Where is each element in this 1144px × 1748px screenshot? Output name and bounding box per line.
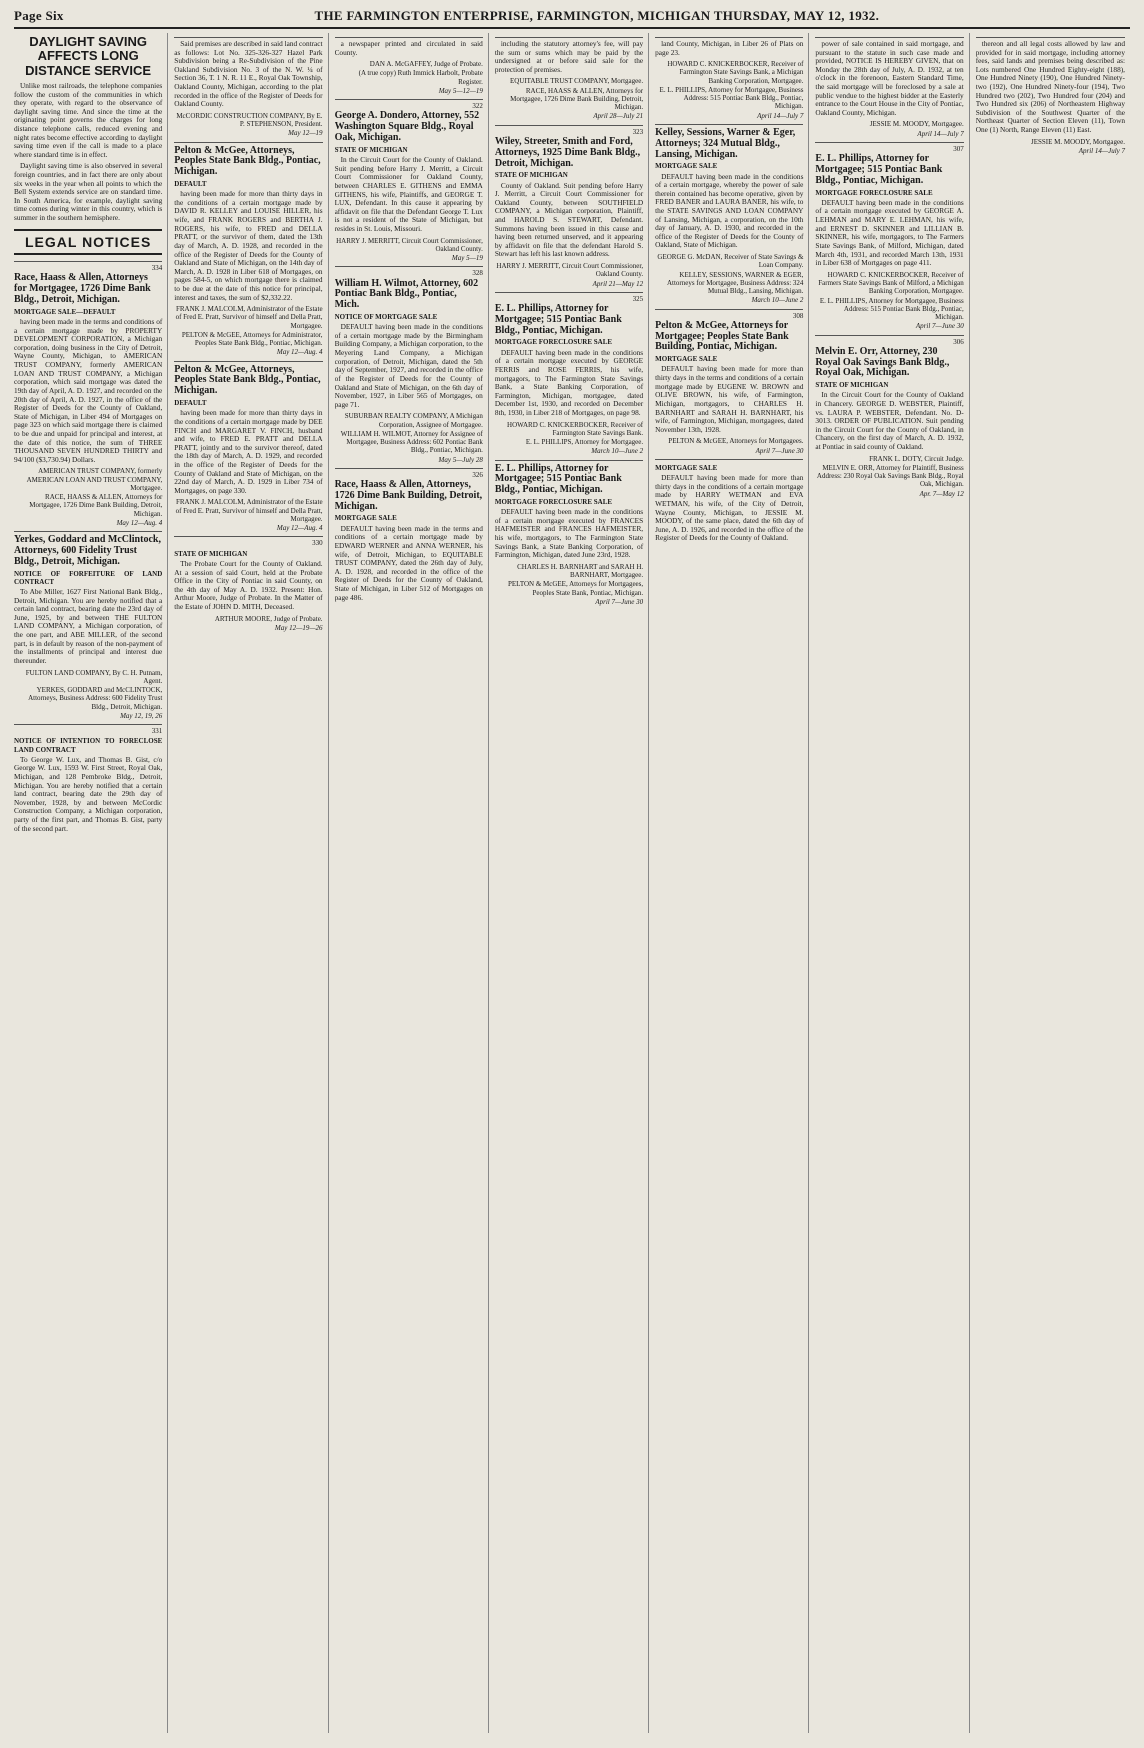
column-7 [976,33,1130,1733]
notice-body: DEFAULT having been made in the conditions of a certain mortgage, whereby the power of sale therein contained has become operative, given by FRED BANER and LAURA BANER, his wife, to the STATE SAVINGS AND LOAN COMPANY of Lansing, Michigan, a corporation, on the 10th day of January, A. D. 1930, and recorded in the office of the Register of Deeds for the County of Oakland, State of Michigan. [655,171,804,250]
notice-dates: April 14—July 7 [757,111,804,120]
notice-signature: JESSIE M. MOODY, Mortgagee. [869,120,964,129]
notice-body: including the statutory attorney's fee, will pay the sum or sums which may be paid by the undersigned at or before said sale for the protection of premises. [494,39,644,74]
notice-number: 322 [472,102,483,111]
notice-heading: MORTGAGE SALE [655,463,718,472]
legal-notice [495,125,643,288]
notice-dates: April 7—June 30 [755,446,804,455]
notice-signature: DAN A. McGAFFEY, Judge of Probate. [369,60,483,69]
notice-signature: PELTON & McGEE, Attorneys for Administrator, Peoples State Bank Bldg., Pontiac, Michigan. [181,330,323,348]
notice-firm: Pelton & McGee, Attorneys, Peoples State Bank Bldg., Pontiac, Michigan. [174,144,321,178]
notice-signature: EQUITABLE TRUST COMPANY, Mortgagee. [509,77,644,86]
notice-signature: MELVIN E. ORR, Attorney for Plaintiff, Business Address: 230 Royal Oak Savings Bank Bldg., Royal Oak, Michigan. [816,463,964,489]
notice-body: having been made for more than thirty days in the conditions of a certain mortgage made by DAVID R. KELLEY and LOUISE HILLER, his wife, and FRANK ROGERS and BERTHA J. ROGERS, his wife, to FRED and DELLA PRATT, or the survivor of them, dated the 13th day of March, A. D. 1928, and recorded in the office of the Register of Deeds for the County of Oakland and State of Michigan, on the 14th day of March, A. D. 1928 in Liber 618 of Mortgages, on pages 584-5, on which mortgage there is claimed to be due at the date of this notice for principal, interest and taxes, the sum of $2,332.22. [174,189,323,302]
notice-body: To George W. Lux, and Thomas B. Gist, c/o George W. Lux, 1593 W. First Street, Royal Oak, Michigan, and 128 Pembroke Bldg., Detroit, Michigan. You are hereby notified that a certain land contract, bearing date the 29th day of November, 1928, by and between McCordic Construction Company, a Michigan corporation, party of the first part, and Thomas B. Gist, party of the second part. [14,754,163,833]
notice-number: 323 [632,127,644,136]
notice-signature: AMERICAN TRUST COMPANY, formerly AMERICAN LOAN AND TRUST COMPANY, Mortgagee. [26,467,163,492]
notice-signature: FRANK L. DOTY, Circuit Judge. [869,454,964,463]
notice-body: DEFAULT having been made for more than thirty days in the conditions of a certain mortgage made by HARRY WETMAN and EVA WETMAN, his wife, of the City of Detroit, Wayne County, Michigan, to JESSIE M. MOODY, of the same place, dated the 6th day of June, A. D. 1926, and recorded in the office of the Register of Deeds for the County of Oakland. [655,473,804,543]
notice-heading: MORTGAGE FORECLOSURE SALE [494,497,613,506]
notice-signature: PELTON & McGEE, Attorneys for Mortgagees, Peoples State Bank, Pontiac, Michigan. [508,580,644,597]
notice-firm: Kelley, Sessions, Warner & Eger, Attorneys; 324 Mutual Bldg., Lansing, Michigan. [655,126,796,160]
column-4 [495,33,649,1733]
notice-body: The Probate Court for the County of Oakland. At a session of said Court, held at the Probate Office in the City of Pontiac in said County, on the 4th day of May A. D. 1932. Present: Hon. Arthur Moore, Judge of Probate. In the Matter of the Estate of JOHN D. MITH, Deceased. [174,558,323,611]
legal-notice [655,309,803,455]
notice-body: a newspaper printed and circulated in said County. [334,39,483,57]
notice-dates: May 5—July 28 [438,455,483,464]
notice-firm: Melvin E. Orr, Attorney, 230 Royal Oak Savings Bank Bldg., Royal Oak, Michigan. [815,345,950,379]
column-5 [655,33,809,1733]
columns [14,33,1130,1733]
article-paragraph: Daylight saving time is also observed in several foreign countries, and in fact there are only about six weeks in the year when all points to which the Bell System extends service are on standard time. In South America, for example, daylight saving time comes during winter in this country, which is summer in the southern hemisphere. [14,161,163,223]
notice-signature: FULTON LAND COMPANY, By C. H. Putnam, Agent. [25,668,163,685]
notice-heading: STATE OF MICHIGAN [334,145,408,154]
notice-firm: William H. Wilmot, Attorney, 602 Pontiac Bank Bldg., Pontiac, Mich. [334,277,479,311]
notice-signature: FRANK J. MALCOLM, Administrator of the Estate of Fred E. Pratt, Survivor of himself and Della Pratt, Mortgagee. [175,305,323,330]
notice-firm: E. L. Phillips, Attorney for Mortgagee; 515 Pontiac Bank Bldg., Pontiac, Michigan. [494,462,622,496]
notice-heading: MORTGAGE FORECLOSURE SALE [815,188,933,197]
legal-notice [815,142,963,331]
legal-notice [495,460,643,607]
notice-heading: DEFAULT [174,399,207,408]
notice-body: In the Circuit Court for the County of Oakland in Chancery. GEORGE D. WEBSTER, Plaintiff, vs. LAURA P. WEBSTER, Defendant. No. D-3013. ORDER OF PUBLICATION. Suit pending in the Circuit Court for the County of Oakland, in Chancery, on the first day of March, A. D. 1932, at Pontiac in said county of Oakland. [815,390,964,452]
notice-body: thereon and all legal costs allowed by law and provided for in said mortgage, including attorney fees, said lands and premises being described as: Lots numbered One Hundred Eighty-eight (188), One Hundred Ninety (190), One Hundred Ninety-two (192), One Hundred Ninety-four (194), Two Hundred two (202), Two Hundred four (204) and Two Hundred six (206) of Northeastern Highway Subdivision of the Southwest Quarter of the Northeast Quarter of Section Eleven (11), Town One (1) North, Range Eleven (11) East. [975,39,1125,135]
notice-firm: George A. Dondero, Attorney, 552 Washington Square Bldg., Royal Oak, Michigan. [334,110,480,144]
notice-firm: Pelton & McGee, Attorneys for Mortgagee; Peoples State Bank Building, Pontiac, Michigan. [655,319,789,353]
legal-notice [655,37,803,120]
notice-dates: April 7—June 30 [915,322,964,331]
notice-dates: May 12, 19, 26 [120,711,163,720]
column-1 [14,33,168,1733]
notice-heading: MORTGAGE SALE [655,355,718,364]
notice-firm: Wiley, Streeter, Smith and Ford, Attorneys, 1925 Dime Bank Bldg., Detroit, Michigan. [494,135,641,169]
legal-notice [976,37,1125,155]
notice-heading: STATE OF MICHIGAN [494,171,568,180]
notice-dates: May 12—Aug. 4 [276,348,323,357]
notice-number: 334 [151,264,163,273]
notice-dates: May 5—12—19 [438,86,483,95]
notice-number: 331 [151,727,163,736]
notice-signature: E. L. PHILLIPS, Attorney for Mortgagee, Business Address: 515 Pontiac Bank Bldg., Pontiac, Michigan. [659,85,804,111]
notice-signature: McCORDIC CONSTRUCTION COMPANY, By E. P. STEPHENSON, President. [176,111,323,129]
notice-signature: E. L. PHILLIPS, Attorney for Mortgagee. [525,438,644,447]
legal-notice [495,37,643,121]
notice-number: 308 [792,311,804,320]
notice-signature: SUBURBAN REALTY COMPANY, A Michigan Corporation, Assignee of Mortgagee. [344,412,483,429]
notice-body: power of sale contained in said mortgage, and pursuant to the statute in such case made and provided, NOTICE IS HEREBY GIVEN, that on Monday the 28th day of July, A. D. 1932, at ten o'clock in the forenoon, Eastern Standard Time, the said mortgage will be foreclosed by a sale at public vendue to the highest bidder at the Easterly entrance to the Court House in the City of Pontiac, Oakland County, Michigan. [815,39,964,117]
notice-signature: FRANK J. MALCOLM, Administrator of the Estate of Fred E. Pratt, Survivor of himself and Della Pratt, Mortgagee. [175,498,323,523]
notice-heading: STATE OF MICHIGAN [174,549,248,558]
notice-number: 307 [953,144,964,153]
notice-number: 306 [953,337,964,346]
notice-dates: March 10—June 2 [591,447,644,456]
notice-heading: NOTICE OF FORFEITURE OF LAND CONTRACT [14,569,163,586]
notice-firm: Race, Haass & Allen, Attorneys for Mortgagee, 1726 Dime Bank Bldg., Detroit, Michigan. [14,272,151,305]
notice-dates: March 10—June 2 [751,296,804,305]
notice-dates: April 7—June 30 [595,597,644,606]
legal-notice [174,37,322,138]
notice-dates: Apr. 7—May 12 [919,489,964,498]
notice-body: DEFAULT having been made in the conditions of a certain mortgage executed by GEORGE A. LEHMAN and MARY E. LEHMAN, his wife, and ERNEST D. SKINNER and LILLIAN B. SKINNER, his wife, mortgagors, to The Farmers State Savings Bank, of Milford, Michigan, dated March 4th, 1931, and recorded March 13th, 1931 in Liber 638 of Mortgages on page 411. [815,197,964,268]
notice-dates: April 28—July 21 [593,112,644,121]
notice-heading: DEFAULT [174,180,207,189]
legal-notice [815,335,963,498]
newspaper-title: THE FARMINGTON ENTERPRISE, FARMINGTON, MICHIGAN THURSDAY, MAY 12, 1932. [314,8,880,23]
notice-heading: MORTGAGE FORECLOSURE SALE [494,338,613,347]
legal-notice [335,468,483,602]
notice-body: DEFAULT having been made in the conditions of a certain mortgage made by the Birmingham Building Company, a Michigan corporation, to the Meyering Land Company, a Michigan corporation, of Detroit, Michigan, dated the 5th day of September, 1927, and recorded in the office of the Register of Deeds for the County of Oakland and State of Michigan, on the 6th day of November, 1927, in Liber 565 of Mortgages, on page 71. [334,322,483,409]
legal-notice [495,292,643,456]
notice-signature: ARTHUR MOORE, Judge of Probate. [214,614,323,623]
notice-dates: April 21—May 12 [592,279,644,288]
notice-dates: May 12—19 [288,129,323,138]
notice-firm: Yerkes, Goddard and McClintock, Attorneys, 600 Fidelity Trust Bldg., Detroit, Michigan. [14,534,161,567]
notice-body: County of Oakland. Suit pending before Harry J. Merritt, a Circuit Court Commissioner for Oakland County, between SOUTHFIELD COMPANY, a Michigan corporation, Plaintiff, and HAROLD S. STEWART, Defendant. Summons having been issued in this cause and having been returned unserved, and it appearing by affidavit on file that the defendant Harold S. Stewart has left his last known address. [494,180,644,259]
notice-signature: RACE, HAASS & ALLEN, Attorneys for Mortgagee, 1726 Dime Bank Building, Detroit, Michigan. [29,493,163,518]
legal-notice [655,459,803,543]
notice-firm: Race, Haass & Allen, Attorneys, 1726 Dime Bank Building, Detroit, Michigan. [334,479,483,512]
page-number: Page Six [14,8,64,23]
legal-notice [174,361,322,533]
notice-heading: NOTICE OF INTENTION TO FORECLOSE LAND CONTRACT [14,737,163,754]
legal-notice [174,536,322,632]
notice-signature: PELTON & McGEE, Attorneys for Mortgagees. [668,437,804,446]
notice-signature: KELLEY, SESSIONS, WARNER & EGER, Attorneys for Mortgagee, Business Address: 324 Mutual Bldg., Lansing, Michigan. [666,270,804,296]
legal-notice [335,37,483,95]
article-headline: DAYLIGHT SAVING AFFECTS LONG DISTANCE SERVICE [25,34,152,78]
notice-heading: MORTGAGE SALE [334,514,397,523]
notice-body: In the Circuit Court for the County of Oakland. Suit pending before Harry J. Merritt, a Circuit Court Commissioner for Oakland County, between CHARLES E. GITHENS and EMMA GITHENS, his wife, Plaintiffs, and GEORGE T. LUX, Defendant. In this cause it appearing by affidavit on file that the Defendant George T. Lux is not a resident of the State of Michigan, but resides in St. Louis, Missouri. [334,155,483,233]
article-paragraph: Unlike most railroads, the telephone companies follow the custom of the communities in which they operate, with regard to the observance of daylight saving time. And since the time at the originating point governs the charges for long distance telephone calls, reduced evening and night rates become effective according to daylight saving time even if the call is made to a place where standard time is in effect. [14,80,163,159]
notice-firm: Pelton & McGee, Attorneys, Peoples State Bank Bldg., Pontiac, Michigan. [174,363,321,397]
notice-signature: (A true copy) Ruth Immick Harbolt, Probate Register. [358,69,483,86]
notice-body: DEFAULT having been made in the terms and conditions of a certain mortgage made by EDWARD WERNER and ANNA WERNER, his wife, of Detroit, Michigan, to EQUITABLE TRUST COMPANY, dated the 26th day of July, A. D. 1928, and recorded in the office of the Register of Deeds for the County of Oakland, State of Michigan, in Liber 512 of Mortgages on page 486. [334,523,483,602]
notice-dates: May 12—Aug. 4 [116,518,163,527]
legal-notice [335,266,483,463]
column-6 [815,33,969,1733]
legal-notice [174,142,322,357]
legal-notice [14,261,162,527]
legal-notices-heading: LEGAL NOTICES [14,229,162,256]
notice-number: 328 [472,269,483,278]
notice-body: Said premises are described in said land contract as follows: Lot No. 325-326-327 Hazel Park Subdivision being a Re-Subdivision of the Pine Oakland Subdivision No. 3 of the N. W. ¼ of Section 36, T. 1 N. R. 11 E., Royal Oak Township, Oakland County, Michigan, according to the plat recorded in the office of the Register of Deeds for Oakland County. [174,39,323,109]
column-3 [335,33,489,1733]
notice-body: having been made in the terms and conditions of a certain mortgage made by PROPERTY DEVELOPMENT CORPORATION, a Michigan corporation, doing business in the City of Detroit, Wayne County, Michigan, to AMERICAN TRUST COMPANY, formerly AMERICAN LOAN AND TRUST COMPANY, a Michigan corporation, which said mortgage was dated the 19th day of April, A. D. 1927, and recorded on the 20th day of April, A. D. 1927, in the office of the Register of Deeds for the County of Oakland, State of Michigan, in Liber 494 of Mortgages on page 323 on which said mortgage there is claimed to be due and unpaid for principal and interest, at the date of this notice, the sum of THREE THOUSAND SEVEN HUNDRED THIRTY and 94/100 ($3,730.94) Dollars. [14,317,163,464]
notice-heading: MORTGAGE SALE—DEFAULT [14,307,116,316]
legal-notice [14,531,162,720]
notice-number: 326 [472,470,483,479]
notice-number: 325 [632,294,644,303]
masthead [14,8,1130,29]
notice-body: DEFAULT having been made in the conditions of a certain mortgage executed by GEORGE FERRIS and ROSE FERRIS, his wife, mortgagors, to The Farmington State Savings Bank, a State Banking Corporation, of Farmington, Michigan, mortgagee, dated December 1st, 1930, and recorded on December 8th, 1930, in Liber 218 of Mortgages, on page 98. [494,347,644,417]
notice-body: land County, Michigan, in Liber 26 of Plats on page 23. [655,39,804,57]
notice-signature: JESSIE M. MOODY, Mortgagee. [1031,137,1125,146]
notice-signature: YERKES, GODDARD and McCLINTOCK, Attorneys, Business Address: 600 Fidelity Trust Bldg., Detroit, Michigan. [28,686,163,711]
legal-notice [335,99,483,262]
notice-signature: HARRY J. MERRITT, Circuit Court Commissioner, Oakland County. [336,236,483,253]
notice-number: 330 [312,539,323,548]
notice-firm: E. L. Phillips, Attorney for Mortgagee; 515 Pontiac Bank Bldg., Pontiac, Michigan. [494,303,622,336]
notice-body: DEFAULT having been made for more than thirty days in the terms and conditions of a certain mortgage made by EUGENE W. BROWN and OLIVE BROWN, his wife, of Farmington, Michigan, mortgagors, to CHARLES H. BARNHART and SARAH H. BARNHART, his wife, of Farmington, Michigan, mortgagees, dated November 13th, 1928. [655,364,804,434]
notice-body: DEFAULT having been made in the conditions of a certain mortgage executed by FRANCES HAFMEISTER and FRANCES HAFMEISTER, his wife, mortgagors, to The Farmington State Savings Bank, a State Banking Corporation, of Farmington, Michigan, dated June 23rd, 1928. [494,507,644,560]
notice-signature: WILLIAM H. WILMOT, Attorney for Assignee of Mortgagee, Business Address: 602 Pontiac Bank Bldg., Pontiac, Michigan. [340,429,483,455]
notice-dates: April 14—July 7 [917,129,964,138]
notice-dates: May 12—Aug. 4 [276,524,323,533]
notice-heading: STATE OF MICHIGAN [815,381,889,390]
notice-signature: CHARLES H. BARNHART and SARAH H. BARNHART, Mortgagee. [517,562,644,580]
legal-notice [815,37,963,138]
notice-dates: May 12—19—26 [274,623,323,632]
notice-firm: E. L. Phillips, Attorney for Mortgagee; 515 Pontiac Bank Bldg., Pontiac, Michigan. [815,153,943,186]
notice-signature: GEORGE G. McDAN, Receiver of State Savings & Loan Company. [657,253,804,270]
notice-body: To Abe Miller, 1627 First National Bank Bldg., Detroit, Michigan. You are hereby notified that a certain land contract, bearing date the 23rd day of June, 1925, by and between THE FULTON LAND COMPANY, a Michigan corporation, of the one part, and ABE MILLER, of the second part, is in default by reason of the non-payment of the installments of principal and interest due thereunder. [14,587,163,665]
notice-signature: RACE, HAASS & ALLEN, Attorneys for Mortgagee, 1726 Dime Bank Building, Detroit, Michigan. [510,86,644,112]
notice-heading: NOTICE OF MORTGAGE SALE [334,312,438,321]
notice-heading: MORTGAGE SALE [655,162,718,171]
notice-dates: April 14—July 7 [1078,146,1125,155]
legal-notice [655,124,803,305]
notice-signature: HARRY J. MERRITT, Circuit Court Commissioner, Oakland County. [496,262,644,279]
notice-signature: HOWARD C. KNICKERBOCKER, Receiver of Farmers State Savings Bank of Milford, a Michigan Banking Corporation, Mortgagee. [818,270,964,296]
notice-signature: E. L. PHILLIPS, Attorney for Mortgagee, Business Address: 515 Pontiac Bank Bldg., Pontiac, Michigan. [819,296,964,321]
notice-dates: May 5—19 [451,254,483,263]
notice-body: having been made for more than thirty days in the conditions of a certain mortgage made by DEE FINCH and MARGARET V. FINCH, husband and wife, to FRED E. PRATT and DELLA PRATT, jointly and to the survivor thereof, dated the 18th day of March, A. D. 1929, and recorded in the office of the Register of Deeds for the County of Oakland and State of Michigan, on the 22nd day of March, A. D. 1929 in Liber 734 of Mortgages, on page 330. [174,408,323,495]
notice-signature: HOWARD C. KNICKERBOCKER, Receiver of Farmington State Savings Bank, a Michigan Banking Corporation, Mortgagee. [667,60,804,85]
column-2 [174,33,328,1733]
notice-signature: HOWARD C. KNICKERBOCKER, Receiver of Farmington State Savings Bank. [507,420,644,437]
legal-notice [14,724,162,833]
